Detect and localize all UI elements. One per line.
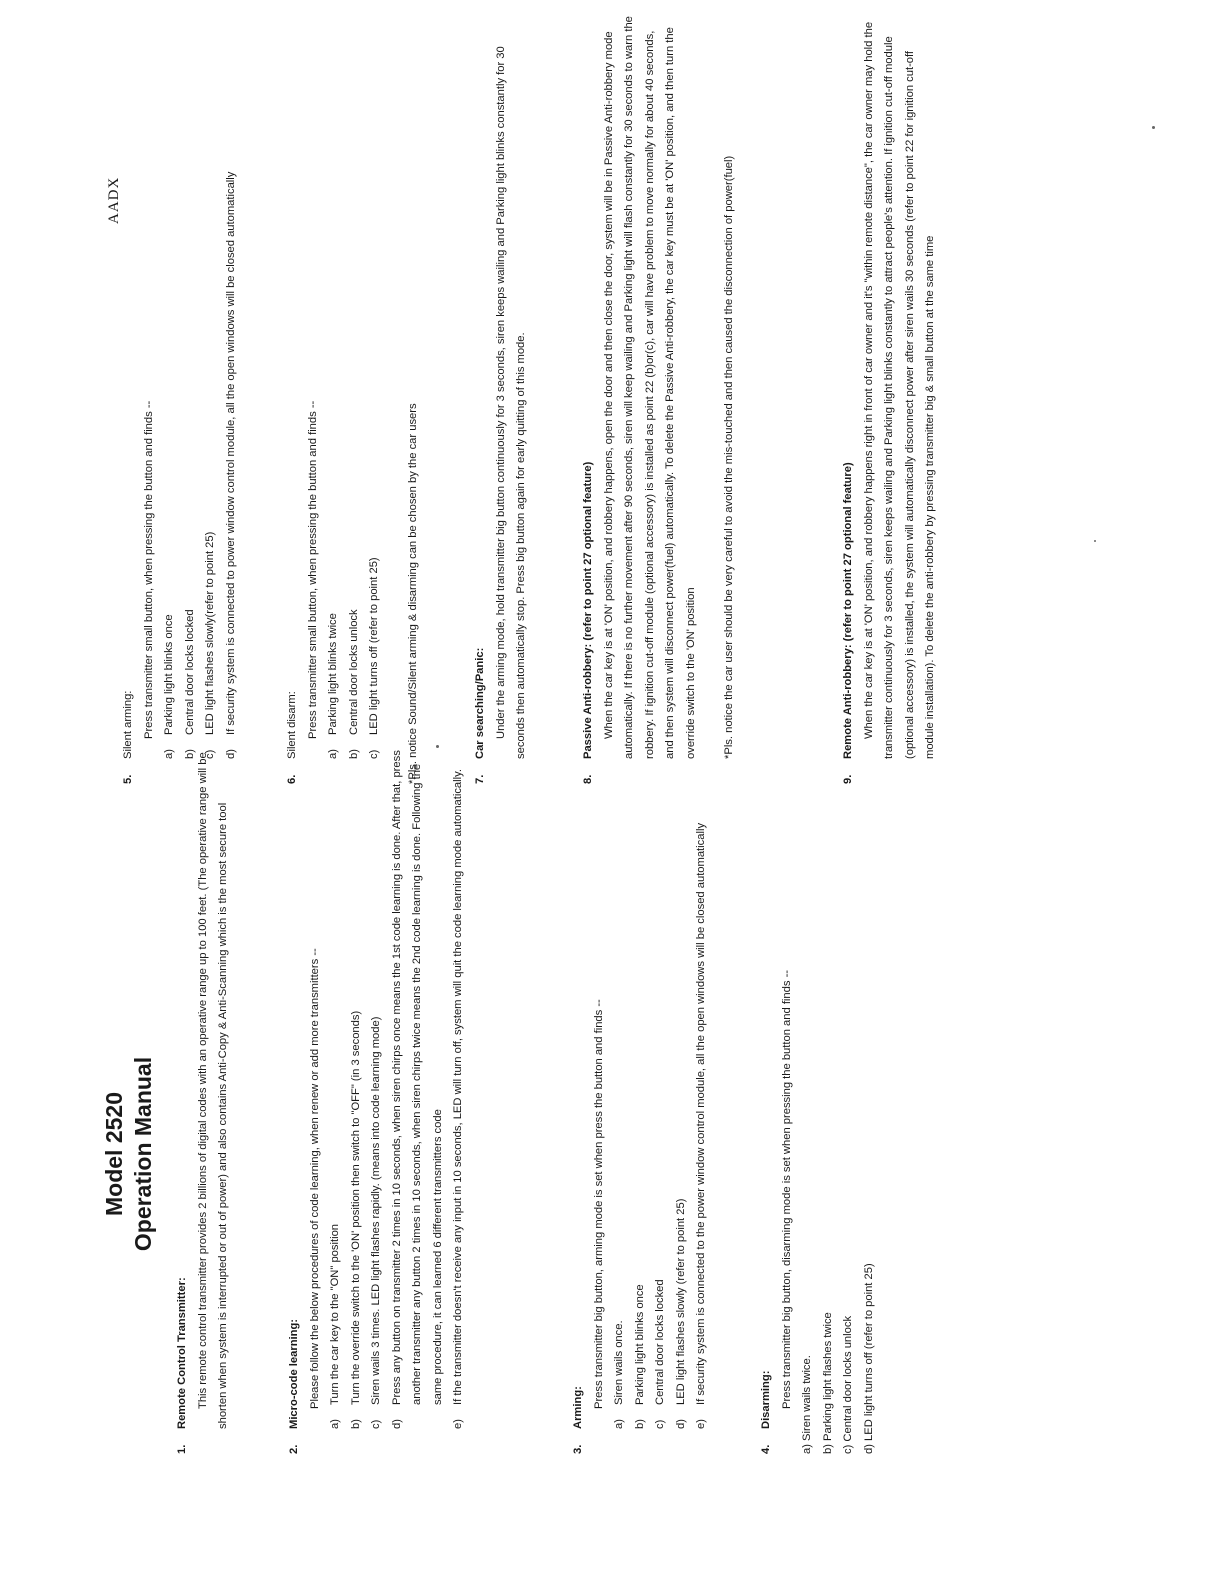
list-text: LED light turns off (refer to point 25)	[368, 557, 380, 735]
list-marker: b)	[349, 1419, 362, 1429]
list-marker: c)	[204, 749, 216, 759]
section-6	[282, 14, 423, 784]
list-text: Turn the car key to the "ON" position	[329, 1223, 341, 1405]
section-number: 5.	[122, 774, 134, 784]
list-item	[180, 14, 201, 759]
list-marker: e)	[695, 1419, 707, 1429]
list-item	[221, 14, 242, 759]
list-item	[630, 734, 651, 1429]
section-1	[172, 734, 234, 1454]
list-text: LED light flashes slowly(refer to point 25)	[204, 531, 216, 735]
list-text: Parking light blinks once	[633, 1284, 646, 1405]
section-heading: Remote Control Transmitter:	[176, 1277, 188, 1429]
section-3	[568, 734, 712, 1454]
list-marker: d)	[674, 1419, 687, 1429]
section-8	[578, 14, 740, 784]
list-item	[609, 734, 630, 1429]
section-number: 4.	[760, 1444, 772, 1454]
scan-speck	[1152, 126, 1155, 129]
list-text: Central door locks unlock	[347, 609, 360, 735]
list-item	[364, 14, 385, 759]
list-text: Central door locks locked	[183, 609, 196, 735]
section-number: 8.	[582, 774, 594, 784]
list-marker: c)	[368, 749, 380, 759]
section-text: Under the arming mode, hold transmitter big button continuously for 3 seconds, siren keeps wailing and Parking light blinks constantly for 30 seconds then automatically stop. Press big button again for early quitting of this mode.	[494, 46, 527, 759]
list-text: Parking light blinks twice	[327, 613, 339, 735]
list-marker: a)	[329, 1419, 341, 1429]
list-text: Press any button on transmitter 2 times in 10 seconds, when siren chirps once means the 1st code learning is done. After that, press another transmitter any button 2 times in 10 seconds, when siren chirps twice means the 2nd code learning is done. Following the same procedure, it can learned 6 different transmitters code	[390, 750, 444, 1405]
list-item	[387, 734, 449, 1429]
section-heading: Silent arming:	[122, 690, 134, 759]
list-marker: b)	[633, 1419, 646, 1429]
list-item	[200, 14, 221, 759]
list-item	[448, 734, 469, 1429]
list-item	[691, 734, 712, 1429]
list-marker: a)	[613, 1419, 625, 1429]
scan-speck	[436, 745, 439, 748]
list-text: If security system is connected to power window control module, all the open windows will be closed automatically	[224, 171, 237, 735]
list-item	[650, 734, 671, 1429]
section-heading: Car searching/Panic:	[474, 647, 486, 759]
list-item	[323, 14, 344, 759]
list-item	[344, 14, 365, 759]
section-text: When the car key is at 'ON' position, and robbery happens, open the door and then close the door, system will be in Passive Anti-robbery mode automatically. If there is no further movement after 90 seconds, siren will keep wailing and Parking light will flash constantly for 30 seconds to warn the robbery. If ignition cut-off module (optional accessory) is installed as point 22 (b)or(c), car will have problem to move normally for about 40 seconds, and then system will disconnect power(fuel) automatically. To delete the Passive Anti-robbery, the car key must be at 'ON' position, and then turn the override switch to the 'ON' position	[602, 16, 697, 759]
section-number: 7.	[474, 774, 486, 784]
section-intro: Please follow the below procedures of code learning, when renew or add more transmitters --	[308, 948, 321, 1409]
list-text: Parking light blinks once	[163, 614, 175, 735]
list-text: Central door locks locked	[654, 1279, 666, 1405]
manual-title: Operation Manual	[130, 1056, 156, 1252]
model-title: Model 2520	[101, 1092, 127, 1216]
list-text: Turn the override switch to the 'ON' position then switch to "OFF" (in 3 seconds)	[349, 1010, 362, 1405]
section-intro: Press transmitter big button, disarming mode is set when pressing the button and finds --	[780, 969, 793, 1409]
section-intro: Press transmitter small button, when pressing the button and finds --	[142, 400, 155, 739]
list-item	[671, 734, 692, 1429]
list-item	[346, 734, 367, 1429]
list-text: If security system is connected to the power window control module, all the open windows will be closed automatically	[695, 822, 707, 1405]
section-2	[284, 734, 469, 1454]
list-text: If the transmitter doesn't receive any input in 10 seconds, LED will turn off, system will quit the code learning mode automatically.	[452, 769, 464, 1405]
section-heading: Arming:	[572, 1386, 584, 1429]
document-title	[100, 1024, 158, 1284]
section-number: 2.	[288, 1444, 300, 1454]
section-4	[756, 734, 879, 1454]
scan-speck	[1094, 540, 1096, 542]
section-number: 9.	[842, 774, 854, 784]
section-text: When the car key is at 'ON' position, and robbery happens right in front of car owner and it's "within remote distance", the car owner may hold the transmitter continuously for 3 seconds, siren keeps wailing and Parking light blinks constantly to attract people's attention. If ignition cut-off module (optional accessory) is installed, the system will automatically disconnect power after siren wails 30 seconds (refer to point 22 for ignition cut-off module installation). To delete the anti-robbery by pressing transmitter big & small button at the same time	[862, 21, 936, 759]
section-number: 3.	[572, 1444, 584, 1454]
list-line: d) LED light turns off (refer to point 25)	[862, 1263, 875, 1454]
section-number: 6.	[286, 774, 298, 784]
brand-mark: AADX	[106, 176, 122, 224]
section-text: This remote control transmitter provides 2 billions of digital codes with an operative range up to 100 feet. (The operative range will be shorten when system is interrupted or out of power) and also contains Anti-Copy & Anti-Scanning which is the most secure tool	[196, 752, 229, 1429]
section-intro: Press transmitter small button, when pressing the button and finds --	[306, 400, 319, 739]
list-text: LED light flashes slowly (refer to point 25)	[674, 1198, 687, 1405]
section-5	[118, 14, 241, 784]
section-heading: Disarming:	[760, 1370, 772, 1429]
list-marker: c)	[654, 1419, 666, 1429]
section-intro: Press transmitter big button, arming mode is set when press the button and finds --	[592, 999, 605, 1409]
list-text: Siren wails once.	[613, 1320, 625, 1405]
list-item	[159, 14, 180, 759]
list-marker: d)	[224, 749, 237, 759]
list-marker: c)	[370, 1419, 382, 1429]
list-text: Siren wails 3 times. LED light flashes rapidly. (means into code learning mode)	[370, 1016, 382, 1405]
list-line: a) Siren wails twice.	[801, 1355, 813, 1454]
section-number: 1.	[176, 1444, 188, 1454]
section-note: *Pls. notice Sound/Silent arming & disarming can be chosen by the car users	[406, 403, 419, 784]
section-heading: Micro-code learning:	[288, 1318, 300, 1429]
list-item	[325, 734, 346, 1429]
section-heading: Silent disarm:	[286, 691, 298, 759]
list-marker: b)	[183, 749, 196, 759]
section-note: *Pls. notice the car user should be very careful to avoid the mis-touched and then caused the disconnection of power(fuel)	[723, 155, 735, 759]
section-heading: Passive Anti-robbery: (refer to point 27 optional feature)	[582, 461, 594, 759]
section-7	[470, 14, 532, 784]
list-marker: a)	[163, 749, 175, 759]
list-item	[366, 734, 387, 1429]
list-line: b) Parking light flashes twice	[821, 1312, 834, 1454]
list-marker: b)	[347, 749, 360, 759]
list-marker: e)	[452, 1419, 464, 1429]
section-9	[838, 14, 941, 784]
section-heading: Remote Anti-robbery: (refer to point 27 optional feature)	[842, 462, 854, 759]
list-marker: a)	[327, 749, 339, 759]
list-marker: d)	[390, 1419, 403, 1429]
list-line: c) Central door locks unlock	[842, 1315, 854, 1454]
